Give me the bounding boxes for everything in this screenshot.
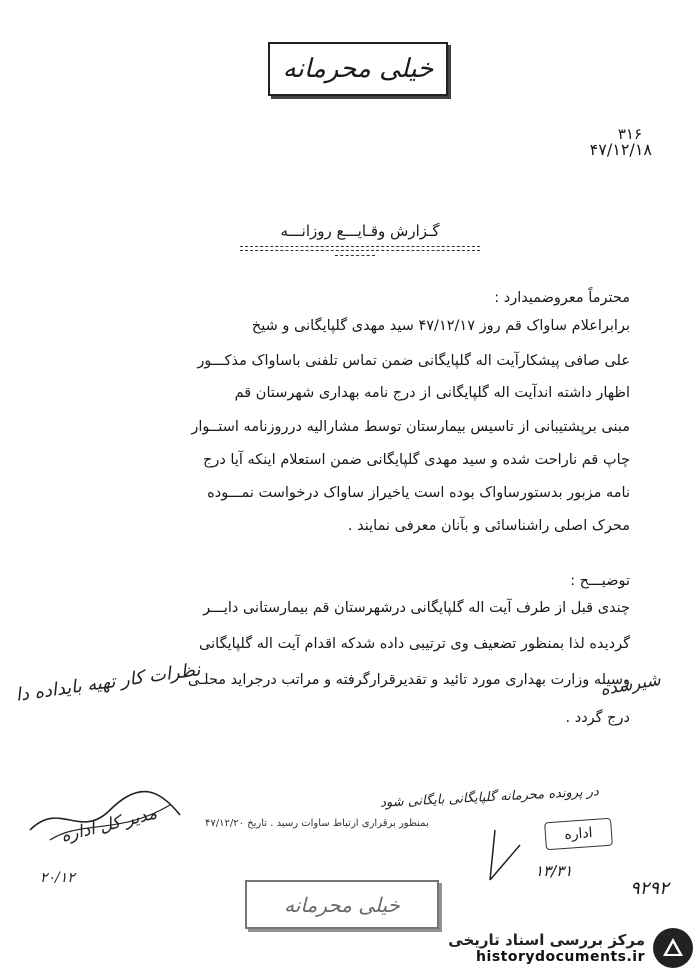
note-line: درج گردد .	[565, 710, 630, 726]
bottom-classification-stamp: خیلی محرمانه	[245, 880, 439, 929]
body-line: برابراعلام ساواک قم روز ۴۷/۱۲/۱۷ سید مهدی گلپایگانی و شیخ	[251, 318, 630, 334]
report-title: گـزارش وقـایـــع روزانـــه	[280, 222, 440, 240]
salutation: محترماً معروضمیدارد :	[494, 290, 630, 306]
report-date: ۴۷/۱۲/۱۸	[589, 140, 652, 159]
title-underline-short	[335, 255, 375, 256]
title-underline	[240, 246, 480, 247]
note-line: وسیله وزارت بهداری مورد تائید و تقدیرقرارگرفته و مراتب درجراید محلـی	[187, 672, 630, 688]
archive-logo	[405, 922, 695, 974]
signature-scribble	[20, 780, 190, 850]
handwritten-number: ۱۳/۳۱	[535, 862, 573, 880]
body-line: محرک اصلی راشناسائی و بآنان معرفی نمایند .	[347, 518, 630, 534]
note-heading: توضیـــح :	[570, 573, 630, 589]
logo-text	[405, 931, 651, 965]
archive-logo-icon	[651, 926, 695, 970]
classification-stamp: خیلی محرمانه	[268, 42, 448, 96]
body-line: چاپ قم ناراحت شده و سید مهدی گلپایگانی ضمن استعلام اینکه آیا درج	[202, 452, 630, 468]
handwritten-corner-note: شیرشده	[598, 669, 663, 701]
body-line: اظهار داشته اندآیت اله گلپایگانی از درج نامه بهداری شهرستان قم	[234, 385, 630, 401]
handwritten-date: ۲۰/۱۲	[40, 870, 75, 886]
check-mark	[470, 825, 530, 885]
handwritten-instruction: در پرونده محرمانه گلپایگانی بایگانی شود	[379, 784, 600, 811]
title-underline-2	[240, 250, 480, 251]
typed-footnote: بمنظور برقراری ارتباط ساوات رسید . تاریخ ۴۷/۱۲/۲۰	[205, 818, 429, 829]
body-line: نامه مزبور بدستورساواک بوده است یاخیراز ساواک درخواست نمـــوده	[207, 485, 630, 501]
reference-number: ۳۱۶	[617, 125, 642, 143]
office-stamp: اداره	[544, 818, 613, 851]
page-number: ۹۲۹۲	[630, 878, 669, 899]
body-line: علی صافی پیشکارآیت اله گلپایگانی ضمن تماس تلفنی باساواک مذکـــور	[197, 353, 630, 369]
handwritten-signature-note: مدیر کل اداره	[59, 803, 160, 847]
note-line: گردیده لذا بمنظور تضعیف وی ترتیبی داده شدکه اقدام آیت اله گلپایگانی	[199, 636, 630, 652]
note-line: چندی قبل از طرف آیت اله گلپایگانی درشهرستان قم بیمارستانی دایـــر	[203, 600, 630, 616]
logo-url: historydocuments.ir	[476, 949, 645, 965]
report-body	[60, 318, 630, 558]
body-line: مبنی برپشتیبانی از تاسیس بیمارستان توسط مشارالیه درروزنامه استــوار	[191, 419, 630, 435]
logo-persian-text: مرکز بررسی اسناد تاریخی	[448, 931, 645, 949]
handwritten-margin-note: نظرات کار تهیه بایداده دا	[14, 659, 202, 706]
